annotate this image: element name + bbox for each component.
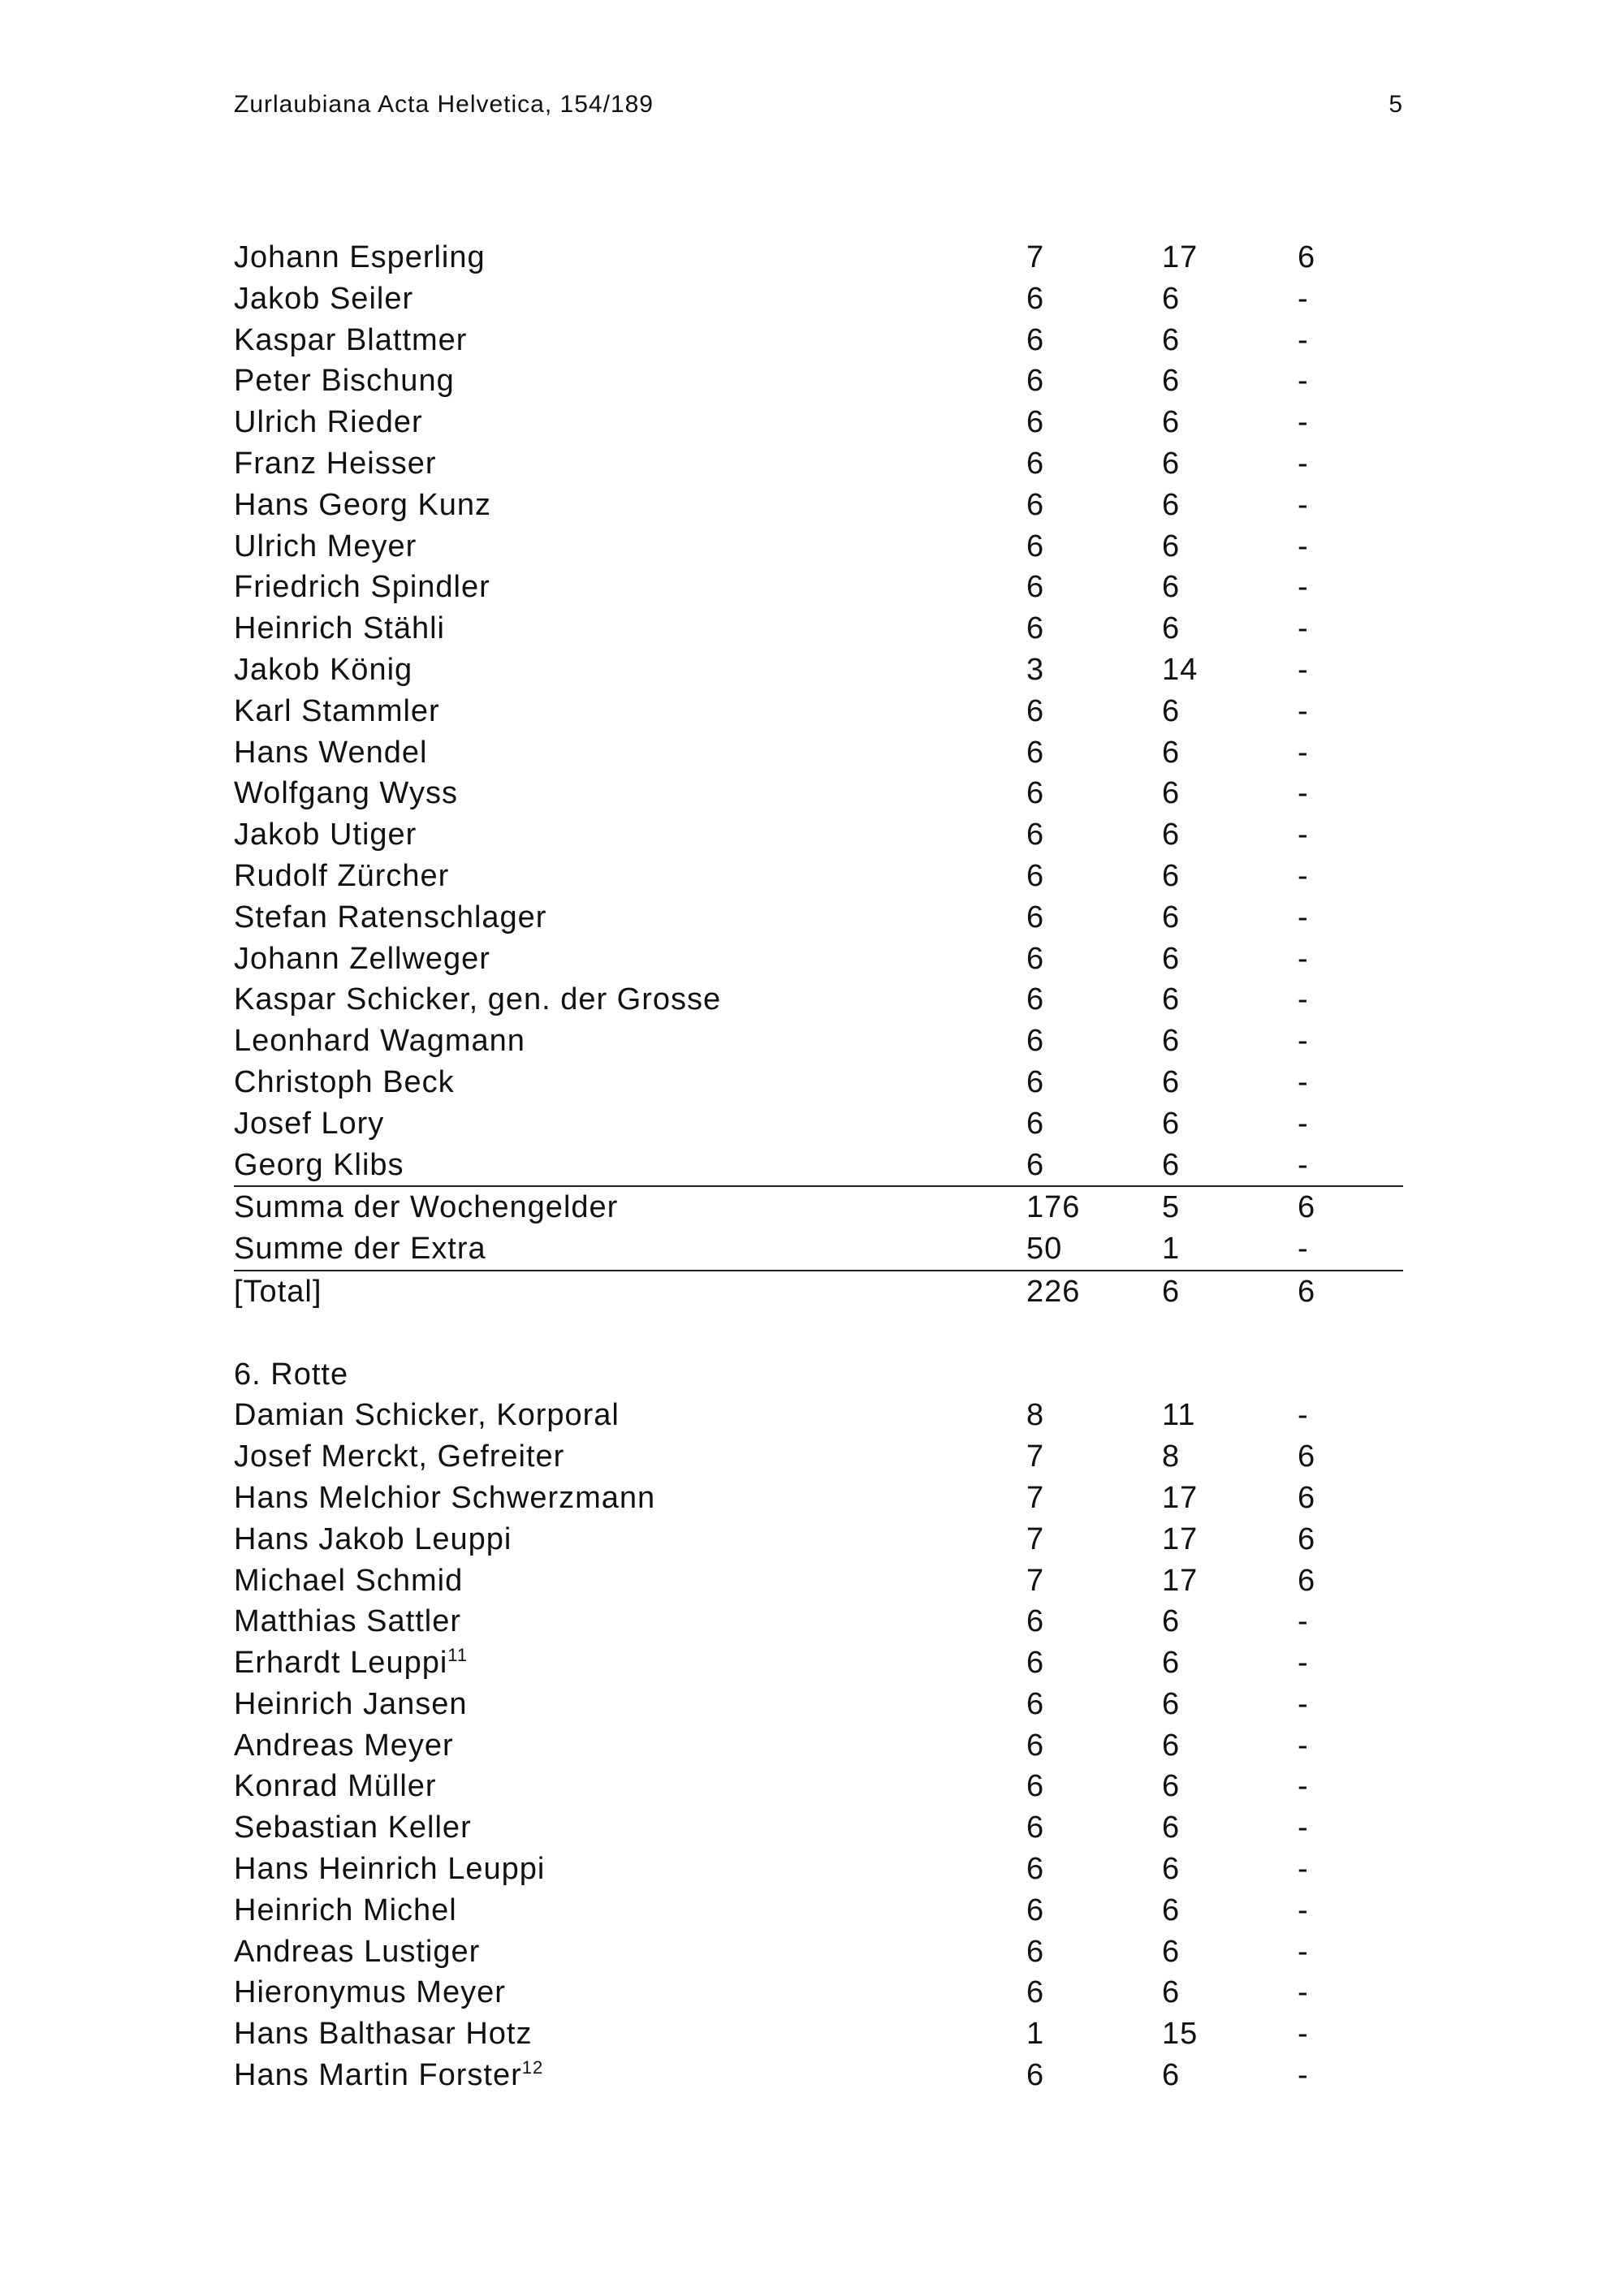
row-name-text: Hans Heinrich Leuppi — [234, 1852, 546, 1887]
row-value-c: - — [1298, 1232, 1309, 1267]
row-name — [234, 1766, 437, 1806]
row-value-a: 6 — [1026, 941, 1045, 976]
footnote-marker: 12 — [521, 2057, 544, 2078]
row-value-b: 6 — [1162, 322, 1181, 357]
row-name — [234, 1849, 545, 1889]
row-value-a: 226 — [1026, 1274, 1081, 1309]
row-value-b: 6 — [1162, 1852, 1181, 1887]
row-value-b: 6 — [1162, 982, 1181, 1017]
row-name — [234, 320, 467, 360]
row-value-c: 6 — [1298, 240, 1316, 274]
summe-extra-row — [234, 1228, 1403, 1270]
row-value-a: 7 — [1026, 1521, 1045, 1556]
row-name-text: Damian Schicker, Korporal — [234, 1398, 620, 1433]
row-value-c: - — [1298, 982, 1309, 1017]
row-name-text: Ulrich Meyer — [234, 529, 417, 563]
row-name-text: Kaspar Schicker, gen. der Grosse — [234, 982, 722, 1017]
row-name-text: Stefan Ratenschlager — [234, 900, 547, 934]
row-value-b: 6 — [1162, 735, 1181, 770]
table-row — [234, 1103, 1403, 1145]
row-value-a: 6 — [1026, 1852, 1045, 1887]
row-name-text: Heinrich Jansen — [234, 1686, 468, 1721]
row-value-a: 6 — [1026, 1728, 1045, 1763]
row-value-b: 6 — [1162, 1274, 1181, 1309]
row-value-a: 7 — [1026, 1563, 1045, 1598]
row-name — [234, 1725, 454, 1766]
row-name-text: Jakob Seiler — [234, 281, 414, 316]
row-value-c: - — [1298, 1147, 1309, 1182]
row-value-c: - — [1298, 1852, 1309, 1887]
page-number: 5 — [1389, 91, 1403, 118]
table-row — [234, 237, 1403, 278]
row-name — [234, 1519, 512, 1560]
row-value-c: - — [1298, 570, 1309, 605]
row-name — [234, 1436, 564, 1477]
row-value-c: 6 — [1298, 1563, 1316, 1598]
row-name — [234, 897, 546, 938]
row-value-c: - — [1298, 611, 1309, 646]
row-value-b: 1 — [1162, 1232, 1181, 1267]
row-value-c: - — [1298, 735, 1309, 770]
row-value-c: - — [1298, 281, 1309, 316]
row-name — [234, 2055, 543, 2095]
row-value-b: 8 — [1162, 1439, 1181, 1474]
row-name-text: Andreas Meyer — [234, 1728, 454, 1763]
table-row — [234, 814, 1403, 856]
ledger — [234, 237, 1403, 2096]
table-row — [234, 608, 1403, 650]
row-value-b: 6 — [1162, 1604, 1181, 1639]
table-row — [234, 856, 1403, 897]
row-name-text: Johann Zellweger — [234, 941, 490, 976]
row-value-b: 6 — [1162, 1892, 1181, 1927]
row-name-text: Andreas Lustiger — [234, 1934, 481, 1969]
row-value-a: 176 — [1026, 1190, 1081, 1225]
row-value-a: 6 — [1026, 735, 1045, 770]
row-name-text: Friedrich Spindler — [234, 570, 490, 605]
row-value-b: 6 — [1162, 1934, 1181, 1969]
table-row — [234, 1684, 1403, 1725]
table-row — [234, 773, 1403, 814]
row-name-text: Josef Lory — [234, 1106, 385, 1141]
row-value-a: 6 — [1026, 487, 1045, 522]
row-value-b: 6 — [1162, 858, 1181, 893]
row-value-b: 6 — [1162, 1024, 1181, 1059]
row-name — [234, 1478, 655, 1518]
row-value-b: 14 — [1162, 652, 1199, 687]
summa-wochengelder-row — [234, 1185, 1403, 1228]
row-name-text: Peter Bischung — [234, 364, 455, 399]
section-2-heading: 6. Rotte — [234, 1357, 349, 1392]
row-name — [234, 1890, 457, 1931]
row-value-b: 17 — [1162, 1563, 1199, 1598]
row-name — [234, 1972, 506, 2013]
row-value-a: 6 — [1026, 611, 1045, 646]
row-value-c: - — [1298, 364, 1309, 399]
row-value-c: - — [1298, 1064, 1309, 1099]
row-value-a: 6 — [1026, 818, 1045, 852]
row-name — [234, 1145, 404, 1185]
row-name — [234, 485, 491, 525]
row-name: Summa der Wochengelder — [234, 1190, 619, 1225]
table-row — [234, 1849, 1403, 1890]
table-row — [234, 1021, 1403, 1062]
row-value-b: 6 — [1162, 281, 1181, 316]
row-value-a: 6 — [1026, 1106, 1045, 1141]
row-value-c: - — [1298, 1892, 1309, 1927]
row-value-a: 3 — [1026, 652, 1045, 687]
row-value-b: 6 — [1162, 405, 1181, 440]
header-title: Zurlaubiana Acta Helvetica, 154/189 — [234, 91, 654, 118]
row-value-b: 6 — [1162, 1769, 1181, 1804]
row-name-text: Heinrich Stähli — [234, 611, 445, 646]
row-value-c: - — [1298, 900, 1309, 934]
row-value-c: - — [1298, 446, 1309, 481]
row-name-text: Johann Esperling — [234, 240, 486, 274]
row-value-b: 6 — [1162, 2058, 1181, 2093]
row-value-c: - — [1298, 1398, 1309, 1433]
row-value-a: 6 — [1026, 405, 1045, 440]
table-row — [234, 1478, 1403, 1519]
table-row — [234, 1890, 1403, 1931]
row-value-b: 6 — [1162, 1686, 1181, 1721]
row-name-text: Heinrich Michel — [234, 1892, 457, 1927]
row-value-a: 6 — [1026, 900, 1045, 934]
row-name — [234, 1395, 620, 1435]
table-row — [234, 650, 1403, 691]
row-value-c: - — [1298, 529, 1309, 563]
row-name-text: Matthias Sattler — [234, 1604, 461, 1639]
row-name-text: Michael Schmid — [234, 1563, 464, 1598]
table-row — [234, 2013, 1403, 2055]
row-name — [234, 2013, 533, 2054]
row-name — [234, 650, 412, 690]
row-name-text: Sebastian Keller — [234, 1810, 472, 1845]
row-value-c: 6 — [1298, 1521, 1316, 1556]
row-value-b: 6 — [1162, 1646, 1181, 1681]
row-name — [234, 1560, 463, 1601]
row-name — [234, 1103, 384, 1144]
row-value-a: 6 — [1026, 776, 1045, 811]
table-row — [234, 1931, 1403, 1973]
row-name-text: Erhardt Leuppi — [234, 1646, 448, 1681]
table-row — [234, 320, 1403, 361]
table-row — [234, 1601, 1403, 1642]
table-row — [234, 2055, 1403, 2096]
table-row — [234, 1145, 1403, 1186]
table-row — [234, 1395, 1403, 1436]
row-value-a: 6 — [1026, 1064, 1045, 1099]
row-value-c: - — [1298, 1024, 1309, 1059]
row-value-a: 6 — [1026, 2058, 1045, 2093]
row-value-a: 50 — [1026, 1232, 1063, 1267]
row-value-c: - — [1298, 1646, 1309, 1681]
row-value-c: 6 — [1298, 1439, 1316, 1474]
row-value-b: 6 — [1162, 1975, 1181, 2010]
row-value-c: 6 — [1298, 1190, 1316, 1225]
row-name-text: Konrad Müller — [234, 1769, 437, 1804]
row-name-text: Karl Stammler — [234, 693, 440, 728]
row-value-a: 6 — [1026, 1646, 1045, 1681]
table-row — [234, 1642, 1403, 1684]
row-name — [234, 443, 437, 484]
table-row — [234, 278, 1403, 320]
row-value-b: 6 — [1162, 818, 1181, 852]
row-name — [234, 1684, 467, 1724]
row-name-text: Rudolf Zürcher — [234, 858, 450, 893]
row-value-c: - — [1298, 1769, 1309, 1804]
table-row — [234, 732, 1403, 774]
row-value-a: 7 — [1026, 1480, 1045, 1515]
row-name — [234, 856, 449, 896]
row-name — [234, 1021, 525, 1061]
row-name: Summe der Extra — [234, 1232, 486, 1267]
section-2-rows — [234, 1395, 1403, 2096]
row-name-text: Hans Wendel — [234, 735, 428, 770]
table-row — [234, 939, 1403, 980]
row-value-a: 8 — [1026, 1398, 1045, 1433]
row-value-b: 6 — [1162, 1810, 1181, 1845]
row-value-b: 6 — [1162, 1064, 1181, 1099]
row-value-b: 6 — [1162, 364, 1181, 399]
row-value-a: 6 — [1026, 858, 1045, 893]
row-value-b: 17 — [1162, 240, 1199, 274]
row-value-b: 17 — [1162, 1521, 1199, 1556]
footnote-marker: 11 — [447, 1645, 469, 1666]
row-value-c: - — [1298, 1810, 1309, 1845]
row-value-c: - — [1298, 941, 1309, 976]
row-value-c: - — [1298, 858, 1309, 893]
table-row — [234, 443, 1403, 485]
row-name — [234, 979, 721, 1020]
row-name — [234, 526, 417, 567]
row-value-c: - — [1298, 2017, 1309, 2052]
table-row — [234, 402, 1403, 443]
row-value-b: 6 — [1162, 693, 1181, 728]
row-value-a: 6 — [1026, 1024, 1045, 1059]
row-name-text: Josef Merckt, Gefreiter — [234, 1439, 565, 1474]
table-row — [234, 1436, 1403, 1478]
table-row — [234, 1560, 1403, 1602]
row-value-b: 6 — [1162, 1147, 1181, 1182]
row-value-c: - — [1298, 693, 1309, 728]
row-value-c: - — [1298, 652, 1309, 687]
row-value-a: 1 — [1026, 2017, 1045, 2052]
row-name — [234, 1807, 472, 1848]
row-value-a: 6 — [1026, 1604, 1045, 1639]
row-name-text: Franz Heisser — [234, 446, 437, 481]
table-row — [234, 1766, 1403, 1807]
row-name — [234, 1931, 480, 1972]
row-value-b: 6 — [1162, 570, 1181, 605]
row-value-b: 6 — [1162, 487, 1181, 522]
row-value-b: 6 — [1162, 941, 1181, 976]
row-name-text: Leonhard Wagmann — [234, 1024, 525, 1059]
table-row — [234, 1519, 1403, 1560]
row-value-c: - — [1298, 487, 1309, 522]
row-name: [Total] — [234, 1274, 322, 1309]
row-name-text: Kaspar Blattmer — [234, 322, 468, 357]
row-value-c: - — [1298, 1975, 1309, 2010]
row-value-a: 6 — [1026, 982, 1045, 1017]
row-name — [234, 608, 445, 649]
row-name — [234, 237, 486, 278]
row-value-b: 6 — [1162, 900, 1181, 934]
row-value-b: 6 — [1162, 611, 1181, 646]
row-value-a: 6 — [1026, 529, 1045, 563]
table-row — [234, 1972, 1403, 2013]
row-name-text: Jakob Utiger — [234, 818, 417, 852]
row-value-a: 7 — [1026, 1439, 1045, 1474]
row-name-text: Hans Georg Kunz — [234, 487, 492, 522]
row-name — [234, 1601, 461, 1642]
row-value-a: 6 — [1026, 1810, 1045, 1845]
row-value-c: - — [1298, 322, 1309, 357]
row-name — [234, 732, 427, 773]
row-name-text: Wolfgang Wyss — [234, 776, 458, 811]
row-value-a: 6 — [1026, 1975, 1045, 2010]
row-value-a: 6 — [1026, 1934, 1045, 1969]
table-row — [234, 691, 1403, 732]
row-name-text: Hans Melchior Schwerzmann — [234, 1480, 656, 1515]
row-value-c: - — [1298, 1604, 1309, 1639]
row-value-c: - — [1298, 776, 1309, 811]
row-value-b: 6 — [1162, 446, 1181, 481]
row-name-text: Christoph Beck — [234, 1064, 455, 1099]
table-row — [234, 567, 1403, 608]
row-value-a: 6 — [1026, 1686, 1045, 1721]
row-name — [234, 402, 423, 442]
table-row — [234, 485, 1403, 526]
row-value-b: 17 — [1162, 1480, 1199, 1515]
row-name — [234, 814, 417, 855]
total-row — [234, 1270, 1403, 1313]
row-name — [234, 773, 458, 814]
row-value-b: 15 — [1162, 2017, 1199, 2052]
row-name — [234, 939, 490, 979]
row-value-a: 6 — [1026, 1769, 1045, 1804]
row-name — [234, 567, 490, 607]
table-row — [234, 979, 1403, 1021]
table-row — [234, 897, 1403, 939]
row-value-c: - — [1298, 1686, 1309, 1721]
table-row — [234, 1062, 1403, 1103]
row-value-b: 6 — [1162, 776, 1181, 811]
section-1-rows — [234, 237, 1403, 1185]
row-value-c: - — [1298, 2058, 1309, 2093]
row-value-c: 6 — [1298, 1274, 1316, 1309]
row-value-a: 6 — [1026, 322, 1045, 357]
row-value-a: 6 — [1026, 1147, 1045, 1182]
table-row — [234, 526, 1403, 568]
table-row — [234, 1807, 1403, 1849]
row-value-c: - — [1298, 1934, 1309, 1969]
row-value-c: - — [1298, 818, 1309, 852]
row-name-text: Hans Balthasar Hotz — [234, 2017, 533, 2052]
row-value-c: 6 — [1298, 1480, 1316, 1515]
row-value-b: 6 — [1162, 529, 1181, 563]
row-name — [234, 360, 455, 401]
row-value-a: 6 — [1026, 693, 1045, 728]
row-name-text: Hans Jakob Leuppi — [234, 1521, 512, 1556]
section-heading — [234, 1354, 1403, 1396]
row-value-b: 6 — [1162, 1106, 1181, 1141]
row-value-a: 6 — [1026, 281, 1045, 316]
row-name-text: Georg Klibs — [234, 1147, 404, 1182]
row-name-text: Jakob König — [234, 652, 413, 687]
row-value-c: - — [1298, 1106, 1309, 1141]
row-value-a: 6 — [1026, 570, 1045, 605]
row-value-c: - — [1298, 405, 1309, 440]
row-name — [234, 1062, 455, 1103]
row-name — [234, 691, 440, 732]
section-spacer — [234, 1313, 1403, 1354]
row-name — [234, 278, 413, 319]
table-row — [234, 360, 1403, 402]
row-value-b: 5 — [1162, 1190, 1181, 1225]
row-value-a: 7 — [1026, 240, 1045, 274]
row-value-c: - — [1298, 1728, 1309, 1763]
row-name-text: Hans Martin Forster — [234, 2058, 522, 2093]
row-value-b: 6 — [1162, 1728, 1181, 1763]
table-row — [234, 1725, 1403, 1767]
row-value-a: 6 — [1026, 446, 1045, 481]
row-name — [234, 1642, 468, 1683]
row-value-b: 11 — [1162, 1398, 1196, 1433]
row-name-text: Hieronymus Meyer — [234, 1975, 506, 2010]
row-value-a: 6 — [1026, 364, 1045, 399]
row-name-text: Ulrich Rieder — [234, 405, 423, 440]
row-value-a: 6 — [1026, 1892, 1045, 1927]
